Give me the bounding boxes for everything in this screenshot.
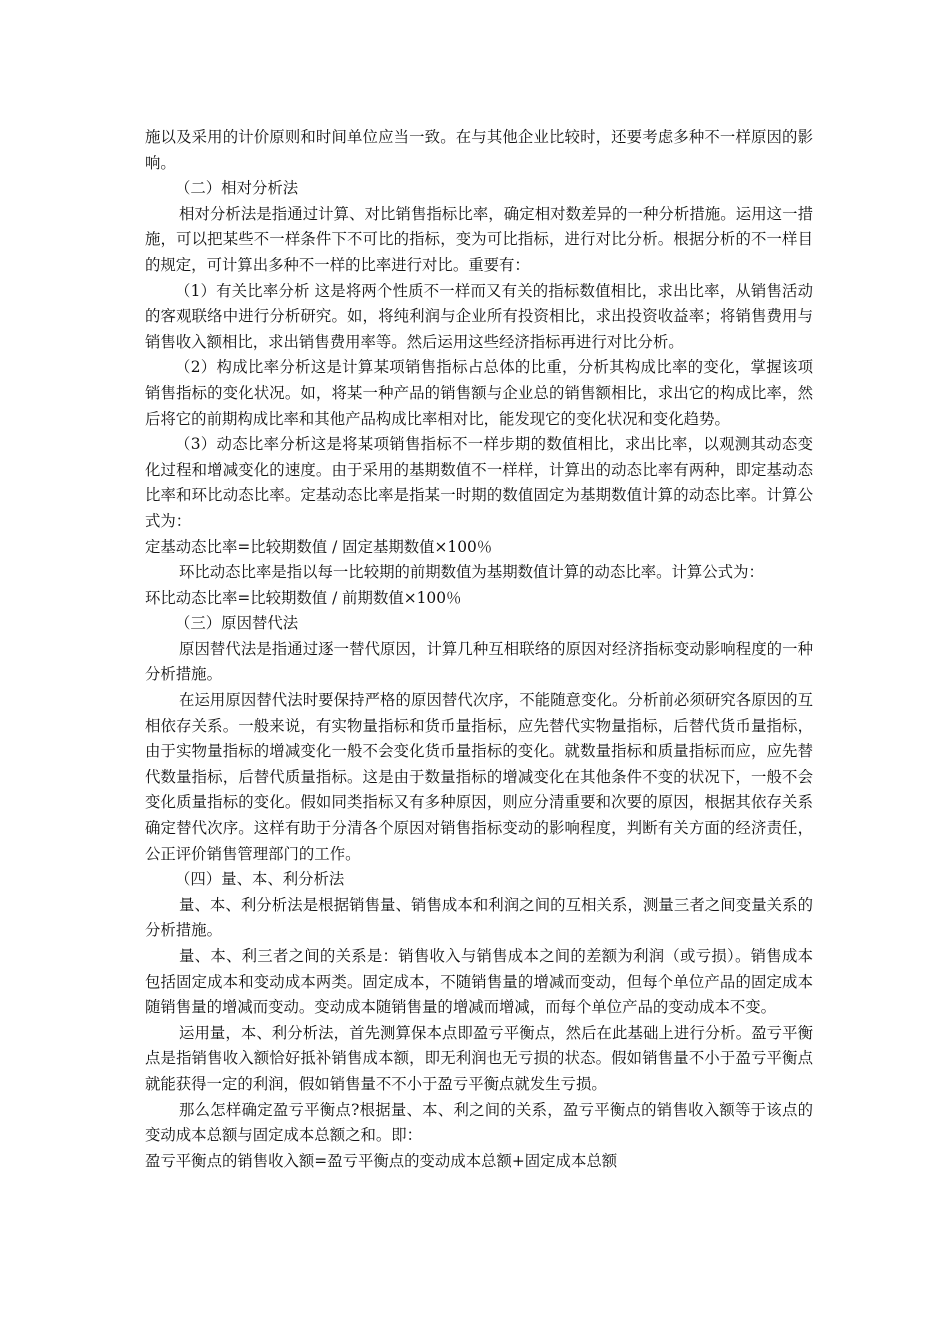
formula-chain-ratio: 环比动态比率=比较期数值 / 前期数值×100％ xyxy=(145,588,462,607)
section-heading-relative-analysis: （二）相对分析法 xyxy=(175,179,299,198)
section-heading-cvp-analysis: （四）量、本、利分析法 xyxy=(175,870,345,889)
formula-break-even: 盈亏平衡点的销售收入额=盈亏平衡点的变动成本总额+固定成本总额 xyxy=(145,1151,618,1170)
paragraph-composition-ratio: （2）构成比率分析这是计算某项销售指标占总体的比重，分析其构成比率的变化，掌握该项销售指标的变化状况。如，将某一种产品的销售额与企业总的销售额相比，求出它的构成比率，然后将它的前期构成比率和其他产品构成比率相对比，能发现它的变化状况和变化趋势。 xyxy=(145,358,813,428)
paragraph-related-ratio: （1）有关比率分析 这是将两个性质不一样而又有关的指标数值相比，求出比率，从销售活动的客观联络中进行分析研究。如，将纯利润与企业所有投资相比，求出投资收益率；将销售费用与销售收入额相比，求出销售费用率等。然后运用这些经济指标再进行对比分析。 xyxy=(145,281,813,351)
section-heading-factor-substitution: （三）原因替代法 xyxy=(175,614,299,633)
paragraph-cvp-relationship: 量、本、利三者之间的关系是：销售收入与销售成本之间的差额为利润（或亏损）。销售成本包括固定成本和变动成本两类。固定成本，不随销售量的增减而变动，但每个单位产品的固定成本随销售量的增减而变动。变动成本随销售量的增减而增减，而每个单位产品的变动成本不变。 xyxy=(145,947,813,1017)
paragraph-cvp-intro: 量、本、利分析法是根据销售量、销售成本和利润之间的互相关系，测量三者之间变量关系的分析措施。 xyxy=(145,895,813,940)
paragraph-relative-analysis-intro: 相对分析法是指通过计算、对比销售指标比率，确定相对数差异的一种分析措施。运用这一措施，可以把某些不一样条件下不可比的指标，变为可比指标，进行对比分析。根据分析的不一样目的规定，可计算出多种不一样的比率进行对比。重要有： xyxy=(145,204,813,274)
paragraph-chain-ratio: 环比动态比率是指以每一比较期的前期数值为基期数值计算的动态比率。计算公式为： xyxy=(179,563,764,582)
paragraph-factor-substitution-order: 在运用原因替代法时要保持严格的原因替代次序，不能随意变化。分析前必须研究各原因的互相依存关系。一般来说，有实物量指标和货币量指标，应先替代实物量指标，后替代货币量指标，由于实物量指标的增减变化一般不会变化货币量指标的变化。就数量指标和质量指标而应，应先替代数量指标，后替代质量指标。这是由于数量指标的增减变化在其他条件不变的状况下，一般不会变化质量指标的变化。假如同类指标又有多种原因，则应分清重要和次要的原因，根据其依存关系确定替代次序。这样有助于分清各个原因对销售指标变动的影响程度，判断有关方面的经济责任，公正评价销售管理部门的工作。 xyxy=(145,691,813,863)
paragraph-break-even-how: 那么怎样确定盈亏平衡点?根据量、本、利之间的关系，盈亏平衡点的销售收入额等于该点的变动成本总额与固定成本总额之和。即： xyxy=(145,1100,813,1145)
paragraph-dynamic-ratio: （3）动态比率分析这是将某项销售指标不一样步期的数值相比，求出比率，以观测其动态变化过程和增减变化的速度。由于采用的基期数值不一样样，计算出的动态比率有两种，即定基动态比率和环比动态比率。定基动态比率是指某一时期的数值固定为基期数值计算的动态比率。计算公式为： xyxy=(145,435,813,530)
paragraph-factor-substitution-intro: 原因替代法是指通过逐一替代原因，计算几种互相联络的原因对经济指标变动影响程度的一种分析措施。 xyxy=(145,639,813,684)
document-page xyxy=(145,125,813,1174)
formula-fixed-base-ratio: 定基动态比率=比较期数值 / 固定基期数值×100％ xyxy=(145,537,493,556)
paragraph-break-even-point: 运用量，本、利分析法，首先测算保本点即盈亏平衡点，然后在此基础上进行分析。盈亏平衡点是指销售收入额恰好抵补销售成本额，即无利润也无亏损的状态。假如销售量不小于盈亏平衡点就能获得一定的利润，假如销售量不不小于盈亏平衡点就发生亏损。 xyxy=(145,1023,813,1093)
paragraph-continuation: 施以及采用的计价原则和时间单位应当一致。在与其他企业比较时，还要考虑多种不一样原因的影响。 xyxy=(145,128,813,172)
